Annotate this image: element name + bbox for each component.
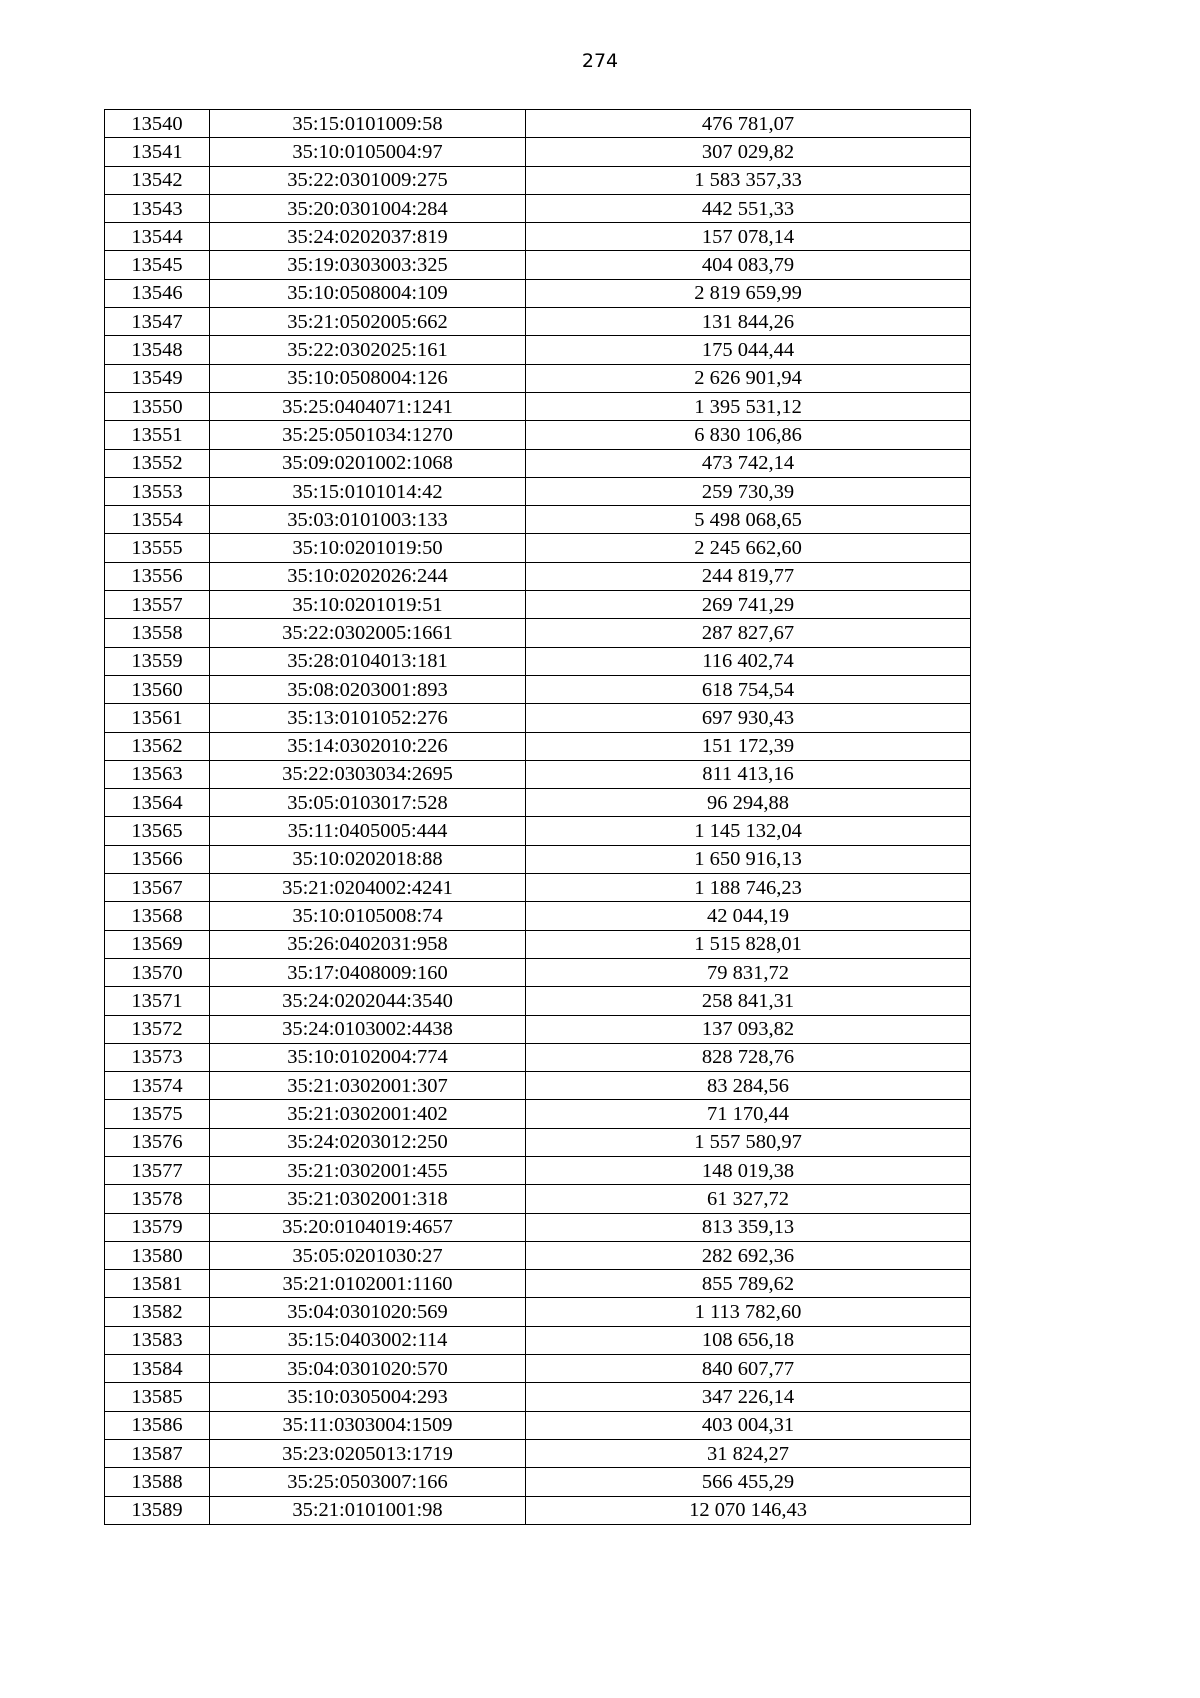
cadastral-number-cell: 35:21:0204002:4241 <box>210 874 526 902</box>
cadastral-value-cell: 1 188 746,23 <box>526 874 971 902</box>
row-number-cell: 13578 <box>105 1185 210 1213</box>
table-row <box>105 1355 971 1383</box>
cadastral-number-cell: 35:23:0205013:1719 <box>210 1439 526 1467</box>
cadastral-value-cell: 175 044,44 <box>526 336 971 364</box>
cadastral-number-cell: 35:25:0503007:166 <box>210 1468 526 1496</box>
cadastral-number-cell: 35:10:0508004:109 <box>210 279 526 307</box>
cadastral-number-cell: 35:15:0101009:58 <box>210 110 526 138</box>
cadastral-value-cell: 855 789,62 <box>526 1270 971 1298</box>
row-number-cell: 13553 <box>105 477 210 505</box>
cadastral-value-cell: 813 359,13 <box>526 1213 971 1241</box>
cadastral-value-cell: 1 557 580,97 <box>526 1128 971 1156</box>
row-number-cell: 13568 <box>105 902 210 930</box>
cadastral-number-cell: 35:21:0302001:307 <box>210 1072 526 1100</box>
table-row <box>105 449 971 477</box>
row-number-cell: 13583 <box>105 1326 210 1354</box>
row-number-cell: 13547 <box>105 308 210 336</box>
cadastral-value-cell: 1 583 357,33 <box>526 166 971 194</box>
row-number-cell: 13556 <box>105 562 210 590</box>
table-row <box>105 223 971 251</box>
cadastral-number-cell: 35:25:0404071:1241 <box>210 392 526 420</box>
cadastral-number-cell: 35:05:0201030:27 <box>210 1241 526 1269</box>
row-number-cell: 13571 <box>105 987 210 1015</box>
table-row <box>105 1185 971 1213</box>
table-row <box>105 279 971 307</box>
table-row <box>105 647 971 675</box>
row-number-cell: 13584 <box>105 1355 210 1383</box>
table-row <box>105 1439 971 1467</box>
table-row <box>105 1496 971 1524</box>
cadastral-value-cell: 697 930,43 <box>526 704 971 732</box>
cadastral-number-cell: 35:17:0408009:160 <box>210 958 526 986</box>
cadastral-value-cell: 96 294,88 <box>526 789 971 817</box>
row-number-cell: 13540 <box>105 110 210 138</box>
cadastral-number-cell: 35:21:0502005:662 <box>210 308 526 336</box>
row-number-cell: 13559 <box>105 647 210 675</box>
cadastral-number-cell: 35:10:0202018:88 <box>210 845 526 873</box>
table-row <box>105 874 971 902</box>
table-row <box>105 194 971 222</box>
row-number-cell: 13546 <box>105 279 210 307</box>
row-number-cell: 13567 <box>105 874 210 902</box>
cadastral-number-cell: 35:20:0104019:4657 <box>210 1213 526 1241</box>
row-number-cell: 13561 <box>105 704 210 732</box>
cadastral-value-cell: 157 078,14 <box>526 223 971 251</box>
cadastral-number-cell: 35:21:0302001:402 <box>210 1100 526 1128</box>
table-row <box>105 704 971 732</box>
row-number-cell: 13581 <box>105 1270 210 1298</box>
cadastral-value-cell: 61 327,72 <box>526 1185 971 1213</box>
table-row <box>105 1213 971 1241</box>
row-number-cell: 13566 <box>105 845 210 873</box>
cadastral-value-cell: 404 083,79 <box>526 251 971 279</box>
row-number-cell: 13548 <box>105 336 210 364</box>
cadastral-value-cell: 116 402,74 <box>526 647 971 675</box>
row-number-cell: 13589 <box>105 1496 210 1524</box>
cadastral-number-cell: 35:03:0101003:133 <box>210 506 526 534</box>
table-row <box>105 1072 971 1100</box>
table-row <box>105 251 971 279</box>
table-row <box>105 364 971 392</box>
row-number-cell: 13585 <box>105 1383 210 1411</box>
cadastral-value-cell: 1 145 132,04 <box>526 817 971 845</box>
cadastral-value-cell: 1 650 916,13 <box>526 845 971 873</box>
row-number-cell: 13588 <box>105 1468 210 1496</box>
table-row <box>105 1100 971 1128</box>
row-number-cell: 13574 <box>105 1072 210 1100</box>
cadastral-number-cell: 35:08:0203001:893 <box>210 675 526 703</box>
cadastral-value-cell: 42 044,19 <box>526 902 971 930</box>
cadastral-value-cell: 5 498 068,65 <box>526 506 971 534</box>
cadastral-value-cell: 1 113 782,60 <box>526 1298 971 1326</box>
row-number-cell: 13543 <box>105 194 210 222</box>
cadastral-number-cell: 35:10:0102004:774 <box>210 1043 526 1071</box>
cadastral-value-cell: 244 819,77 <box>526 562 971 590</box>
cadastral-number-cell: 35:20:0301004:284 <box>210 194 526 222</box>
cadastral-number-cell: 35:28:0104013:181 <box>210 647 526 675</box>
table-row <box>105 760 971 788</box>
cadastral-value-cell: 347 226,14 <box>526 1383 971 1411</box>
table-row <box>105 506 971 534</box>
row-number-cell: 13582 <box>105 1298 210 1326</box>
row-number-cell: 13579 <box>105 1213 210 1241</box>
cadastral-value-cell: 2 819 659,99 <box>526 279 971 307</box>
row-number-cell: 13544 <box>105 223 210 251</box>
cadastral-number-cell: 35:21:0101001:98 <box>210 1496 526 1524</box>
cadastral-number-cell: 35:21:0302001:318 <box>210 1185 526 1213</box>
cadastral-value-cell: 137 093,82 <box>526 1015 971 1043</box>
cadastral-number-cell: 35:10:0508004:126 <box>210 364 526 392</box>
table-row <box>105 958 971 986</box>
cadastral-number-cell: 35:09:0201002:1068 <box>210 449 526 477</box>
row-number-cell: 13558 <box>105 619 210 647</box>
table-row <box>105 138 971 166</box>
cadastral-number-cell: 35:04:0301020:570 <box>210 1355 526 1383</box>
row-number-cell: 13549 <box>105 364 210 392</box>
table-row <box>105 1270 971 1298</box>
cadastral-value-cell: 71 170,44 <box>526 1100 971 1128</box>
cadastral-value-cell: 131 844,26 <box>526 308 971 336</box>
table-row <box>105 1241 971 1269</box>
row-number-cell: 13570 <box>105 958 210 986</box>
row-number-cell: 13586 <box>105 1411 210 1439</box>
table-row <box>105 817 971 845</box>
table-row <box>105 421 971 449</box>
table-row <box>105 930 971 958</box>
row-number-cell: 13557 <box>105 591 210 619</box>
row-number-cell: 13563 <box>105 760 210 788</box>
cadastral-value-cell: 840 607,77 <box>526 1355 971 1383</box>
cadastral-number-cell: 35:10:0201019:51 <box>210 591 526 619</box>
cadastral-value-cell: 2 245 662,60 <box>526 534 971 562</box>
cadastral-value-cell: 282 692,36 <box>526 1241 971 1269</box>
table-row <box>105 534 971 562</box>
cadastral-number-cell: 35:10:0201019:50 <box>210 534 526 562</box>
cadastral-number-cell: 35:26:0402031:958 <box>210 930 526 958</box>
cadastral-value-cell: 1 395 531,12 <box>526 392 971 420</box>
cadastral-number-cell: 35:11:0303004:1509 <box>210 1411 526 1439</box>
row-number-cell: 13587 <box>105 1439 210 1467</box>
cadastral-value-cell: 259 730,39 <box>526 477 971 505</box>
cadastral-value-cell: 473 742,14 <box>526 449 971 477</box>
cadastral-value-cell: 148 019,38 <box>526 1156 971 1184</box>
row-number-cell: 13580 <box>105 1241 210 1269</box>
table-row <box>105 1128 971 1156</box>
cadastral-number-cell: 35:22:0303034:2695 <box>210 760 526 788</box>
cadastral-number-cell: 35:10:0305004:293 <box>210 1383 526 1411</box>
cadastral-value-cell: 151 172,39 <box>526 732 971 760</box>
cadastral-value-cell: 6 830 106,86 <box>526 421 971 449</box>
table-row <box>105 477 971 505</box>
cadastral-value-cell: 269 741,29 <box>526 591 971 619</box>
cadastral-value-cell: 31 824,27 <box>526 1439 971 1467</box>
cadastral-number-cell: 35:22:0302025:161 <box>210 336 526 364</box>
row-number-cell: 13554 <box>105 506 210 534</box>
row-number-cell: 13555 <box>105 534 210 562</box>
cadastral-number-cell: 35:11:0405005:444 <box>210 817 526 845</box>
table-row <box>105 308 971 336</box>
row-number-cell: 13565 <box>105 817 210 845</box>
table-row <box>105 1411 971 1439</box>
table-row <box>105 732 971 760</box>
cadastral-number-cell: 35:05:0103017:528 <box>210 789 526 817</box>
cadastral-value-table <box>104 109 971 1525</box>
table-row <box>105 336 971 364</box>
cadastral-value-cell: 1 515 828,01 <box>526 930 971 958</box>
cadastral-number-cell: 35:19:0303003:325 <box>210 251 526 279</box>
table-row <box>105 1015 971 1043</box>
cadastral-number-cell: 35:24:0203012:250 <box>210 1128 526 1156</box>
cadastral-number-cell: 35:24:0202037:819 <box>210 223 526 251</box>
cadastral-number-cell: 35:15:0101014:42 <box>210 477 526 505</box>
row-number-cell: 13562 <box>105 732 210 760</box>
row-number-cell: 13552 <box>105 449 210 477</box>
cadastral-value-cell: 287 827,67 <box>526 619 971 647</box>
cadastral-value-cell: 828 728,76 <box>526 1043 971 1071</box>
row-number-cell: 13541 <box>105 138 210 166</box>
table-row <box>105 591 971 619</box>
row-number-cell: 13573 <box>105 1043 210 1071</box>
row-number-cell: 13560 <box>105 675 210 703</box>
cadastral-number-cell: 35:04:0301020:569 <box>210 1298 526 1326</box>
cadastral-value-cell: 12 070 146,43 <box>526 1496 971 1524</box>
table-body <box>105 110 971 1525</box>
table-row <box>105 1298 971 1326</box>
cadastral-value-cell: 83 284,56 <box>526 1072 971 1100</box>
cadastral-number-cell: 35:24:0202044:3540 <box>210 987 526 1015</box>
table-row <box>105 845 971 873</box>
row-number-cell: 13569 <box>105 930 210 958</box>
table-row <box>105 987 971 1015</box>
row-number-cell: 13577 <box>105 1156 210 1184</box>
cadastral-number-cell: 35:25:0501034:1270 <box>210 421 526 449</box>
cadastral-number-cell: 35:10:0105004:97 <box>210 138 526 166</box>
table-row <box>105 1043 971 1071</box>
cadastral-value-cell: 442 551,33 <box>526 194 971 222</box>
table-row <box>105 166 971 194</box>
cadastral-number-cell: 35:22:0301009:275 <box>210 166 526 194</box>
cadastral-value-cell: 566 455,29 <box>526 1468 971 1496</box>
table-row <box>105 562 971 590</box>
row-number-cell: 13550 <box>105 392 210 420</box>
table-row <box>105 392 971 420</box>
cadastral-value-cell: 258 841,31 <box>526 987 971 1015</box>
table-row <box>105 1326 971 1354</box>
page-number: 274 <box>581 50 619 72</box>
cadastral-number-cell: 35:15:0403002:114 <box>210 1326 526 1354</box>
table-row <box>105 110 971 138</box>
table-row <box>105 789 971 817</box>
table-row <box>105 619 971 647</box>
cadastral-number-cell: 35:22:0302005:1661 <box>210 619 526 647</box>
table-row <box>105 1468 971 1496</box>
row-number-cell: 13576 <box>105 1128 210 1156</box>
row-number-cell: 13542 <box>105 166 210 194</box>
row-number-cell: 13575 <box>105 1100 210 1128</box>
table-row <box>105 902 971 930</box>
cadastral-number-cell: 35:24:0103002:4438 <box>210 1015 526 1043</box>
row-number-cell: 13564 <box>105 789 210 817</box>
row-number-cell: 13545 <box>105 251 210 279</box>
cadastral-value-cell: 476 781,07 <box>526 110 971 138</box>
table-row <box>105 1156 971 1184</box>
cadastral-value-cell: 403 004,31 <box>526 1411 971 1439</box>
cadastral-number-cell: 35:10:0202026:244 <box>210 562 526 590</box>
table-row <box>105 1383 971 1411</box>
cadastral-number-cell: 35:13:0101052:276 <box>210 704 526 732</box>
cadastral-value-cell: 2 626 901,94 <box>526 364 971 392</box>
cadastral-value-cell: 307 029,82 <box>526 138 971 166</box>
cadastral-value-cell: 79 831,72 <box>526 958 971 986</box>
cadastral-value-cell: 108 656,18 <box>526 1326 971 1354</box>
cadastral-value-cell: 811 413,16 <box>526 760 971 788</box>
row-number-cell: 13551 <box>105 421 210 449</box>
cadastral-number-cell: 35:10:0105008:74 <box>210 902 526 930</box>
cadastral-value-cell: 618 754,54 <box>526 675 971 703</box>
table-row <box>105 675 971 703</box>
cadastral-number-cell: 35:21:0102001:1160 <box>210 1270 526 1298</box>
cadastral-number-cell: 35:21:0302001:455 <box>210 1156 526 1184</box>
cadastral-number-cell: 35:14:0302010:226 <box>210 732 526 760</box>
row-number-cell: 13572 <box>105 1015 210 1043</box>
